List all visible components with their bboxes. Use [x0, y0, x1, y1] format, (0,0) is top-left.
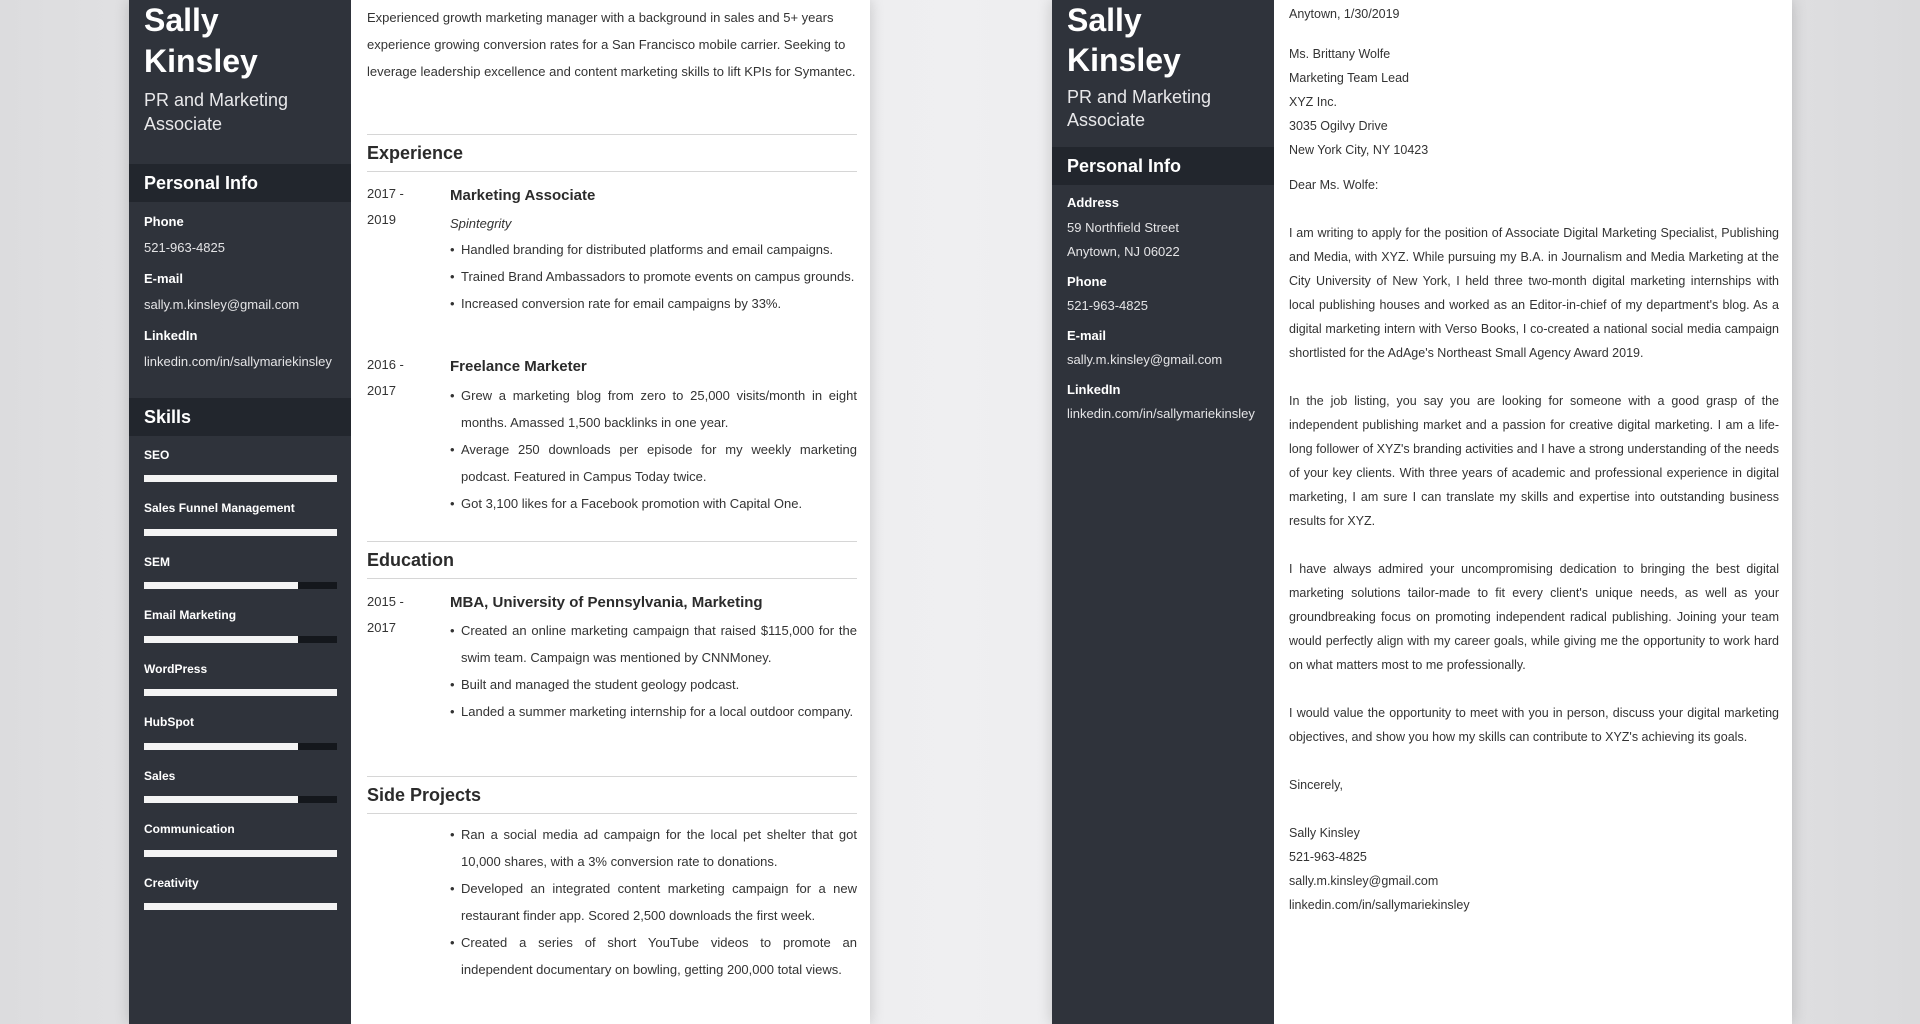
- recipient-line: XYZ Inc.: [1289, 95, 1337, 109]
- education-dates: 2015 - 2017: [367, 594, 404, 635]
- address-line1: 59 Northfield Street: [1067, 220, 1180, 235]
- skill-bar-fill: [144, 689, 337, 696]
- signature-line: linkedin.com/in/sallymariekinsley: [1289, 898, 1470, 912]
- linkedin-value: linkedin.com/in/sallymariekinsley: [1067, 406, 1255, 421]
- list-item: • Handled branding for distributed platforms and email campaigns.: [450, 236, 857, 263]
- list-item: • Developed an integrated content marketing campaign for a new restaurant finder app. Scored 2,500 downloads the first week.: [450, 875, 857, 929]
- skill-label: Sales: [144, 769, 176, 783]
- side-projects-heading: Side Projects: [367, 776, 857, 814]
- list-item: • Ran a social media ad campaign for the local pet shelter that got 10,000 shares, with a 3% conversion rate to donations.: [450, 821, 857, 875]
- signature-block: [1289, 821, 1779, 917]
- skill-bar: [144, 689, 337, 696]
- recipient-line: Ms. Brittany Wolfe: [1289, 47, 1391, 61]
- list-item: • Grew a marketing blog from zero to 25,000 visits/month in eight months. Amassed 1,500 backlinks in one year.: [450, 382, 857, 436]
- recipient-line: 3035 Ogilvy Drive: [1289, 119, 1388, 133]
- letter-last-name: Kinsley: [1067, 42, 1181, 78]
- job-bullets: [450, 236, 857, 317]
- education-bullets: [450, 617, 857, 725]
- resume-first-name: Sally: [144, 2, 219, 38]
- recipient-block: [1289, 42, 1779, 162]
- skill-label: SEM: [144, 555, 171, 569]
- skill-bar: [144, 582, 337, 589]
- salutation: Dear Ms. Wolfe:: [1289, 178, 1379, 192]
- letter-personal-info-heading: Personal Info: [1052, 147, 1274, 185]
- list-item: • Average 250 downloads per episode for my weekly marketing podcast. Featured in Campus Today twice.: [450, 436, 857, 490]
- resume-name: [144, 0, 344, 82]
- closing: Sincerely,: [1289, 778, 1343, 792]
- letter-paragraph: I would value the opportunity to meet with you in person, discuss your digital marketing objectives, and show you how my skills can contribute to XYZ's achieving its goals.: [1289, 706, 1779, 744]
- list-item: • Built and managed the student geology podcast.: [450, 671, 857, 698]
- personal-info-heading: Personal Info: [129, 164, 351, 202]
- list-item: • Created an online marketing campaign that raised $115,000 for the swim team. Campaign was mentioned by CNNMoney.: [450, 617, 857, 671]
- skill-label: Communication: [144, 822, 235, 836]
- job-company: Spintegrity: [450, 216, 512, 231]
- resume-sidebar: [129, 0, 351, 1024]
- job-title: Freelance Marketer: [450, 358, 587, 375]
- skill-bar: [144, 636, 337, 643]
- skill-label: HubSpot: [144, 715, 194, 729]
- resume-page: [129, 0, 870, 1024]
- job-dates: 2016 - 2017: [367, 357, 404, 398]
- email-value: sally.m.kinsley@gmail.com: [1067, 352, 1223, 367]
- education-heading: Education: [367, 541, 857, 579]
- cover-letter-page: [1052, 0, 1792, 1024]
- phone-label: Phone: [1067, 274, 1107, 289]
- skill-label: Creativity: [144, 876, 199, 890]
- skill-label: Email Marketing: [144, 608, 237, 622]
- signature-line: sally.m.kinsley@gmail.com: [1289, 874, 1439, 888]
- recipient-line: New York City, NY 10423: [1289, 143, 1429, 157]
- skill-bar-fill: [144, 850, 337, 857]
- linkedin-label: LinkedIn: [144, 328, 198, 343]
- linkedin-label: LinkedIn: [1067, 382, 1121, 397]
- skill-bar-fill: [144, 743, 298, 750]
- list-item: • Landed a summer marketing internship for a local outdoor company.: [450, 698, 857, 725]
- resume-last-name: Kinsley: [144, 43, 258, 79]
- skill-bar: [144, 475, 337, 482]
- skill-bar-fill: [144, 582, 298, 589]
- skill-bar-fill: [144, 475, 337, 482]
- linkedin-value: linkedin.com/in/sallymariekinsley: [144, 354, 332, 369]
- skill-bar-fill: [144, 903, 337, 910]
- recipient-line: Marketing Team Lead: [1289, 71, 1409, 85]
- email-label: E-mail: [144, 271, 184, 286]
- email-value: sally.m.kinsley@gmail.com: [144, 297, 300, 312]
- job-title: Marketing Associate: [450, 187, 596, 204]
- resume-summary: Experienced growth marketing manager with a background in sales and 5+ years experience growing conversion rates for a San Francisco mobile carrier. Seeking to leverage leadership excellence and content marketing skills to lift KPIs for Symantec.: [367, 10, 856, 79]
- skill-bar-fill: [144, 796, 298, 803]
- letter-sidebar: [1052, 0, 1274, 1024]
- letter-first-name: Sally: [1067, 2, 1142, 38]
- letter-paragraph: I am writing to apply for the position of Associate Digital Marketing Specialist, Publishing and Media, with XYZ. While pursuing my B.A. in Journalism and Media Marketing at the City University of New York, I held three two-month digital marketing internships with local publishing houses and worked as an Editor-in-chief of my department's blog. As a digital marketing intern with Verso Books, I co-created a national social media campaign shortlisted for the AdAge's Northeast Small Agency Award 2019.: [1289, 226, 1779, 360]
- education-degree: MBA, University of Pennsylvania, Marketing: [450, 594, 763, 611]
- skill-label: WordPress: [144, 662, 208, 676]
- letter-job-title: PR and Marketing Associate: [1067, 87, 1212, 130]
- phone-value: 521-963-4825: [144, 240, 225, 255]
- list-item: • Created a series of short YouTube videos to promote an independent documentary on bowling, getting 200,000 total views.: [450, 929, 857, 983]
- job-dates: 2017 - 2019: [367, 186, 404, 227]
- signature-line: Sally Kinsley: [1289, 826, 1360, 840]
- letter-paragraph: I have always admired your uncompromising dedication to bringing the best digital marketing solutions tailor-made to fit every client's unique needs, as well as your groundbreaking focus on promoting independent radical publishing. Joining your team would perfectly align with my career goals, while giving me the opportunity to work hard on what matters most to me professionally.: [1289, 562, 1779, 672]
- letter-name: [1067, 0, 1267, 80]
- skill-bar: [144, 743, 337, 750]
- skill-label: Sales Funnel Management: [144, 501, 295, 515]
- list-item: • Got 3,100 likes for a Facebook promotion with Capital One.: [450, 490, 857, 517]
- list-item: • Increased conversion rate for email campaigns by 33%.: [450, 290, 857, 317]
- list-item: • Trained Brand Ambassadors to promote events on campus grounds.: [450, 263, 857, 290]
- signature-line: 521-963-4825: [1289, 850, 1367, 864]
- experience-heading: Experience: [367, 134, 857, 172]
- address-line2: Anytown, NJ 06022: [1067, 244, 1180, 259]
- skill-bar: [144, 903, 337, 910]
- skill-bar-fill: [144, 529, 337, 536]
- letter-paragraph: In the job listing, you say you are looking for someone with a good grasp of the independent publishing market and a passion for creative digital marketing. I am a life-long follower of XYZ's branding activities and I have a strong understanding of the needs of your key clients. With three years of academic and professional experience in digital marketing, I am sure I can translate my skills and expertise into outstanding business results for XYZ.: [1289, 394, 1779, 528]
- phone-label: Phone: [144, 214, 184, 229]
- skill-bar: [144, 796, 337, 803]
- skill-bar: [144, 529, 337, 536]
- skills-heading: Skills: [129, 398, 351, 436]
- place-date: Anytown, 1/30/2019: [1289, 7, 1400, 21]
- job-bullets: [450, 382, 857, 517]
- resume-job-title: PR and Marketing Associate: [144, 90, 289, 134]
- address-label: Address: [1067, 195, 1120, 210]
- letter-body: [1289, 2, 1779, 917]
- email-label: E-mail: [1067, 328, 1107, 343]
- side-projects-list: [450, 821, 857, 983]
- skill-bar-fill: [144, 636, 298, 643]
- skill-bar: [144, 850, 337, 857]
- phone-value: 521-963-4825: [1067, 298, 1148, 313]
- skill-label: SEO: [144, 448, 170, 462]
